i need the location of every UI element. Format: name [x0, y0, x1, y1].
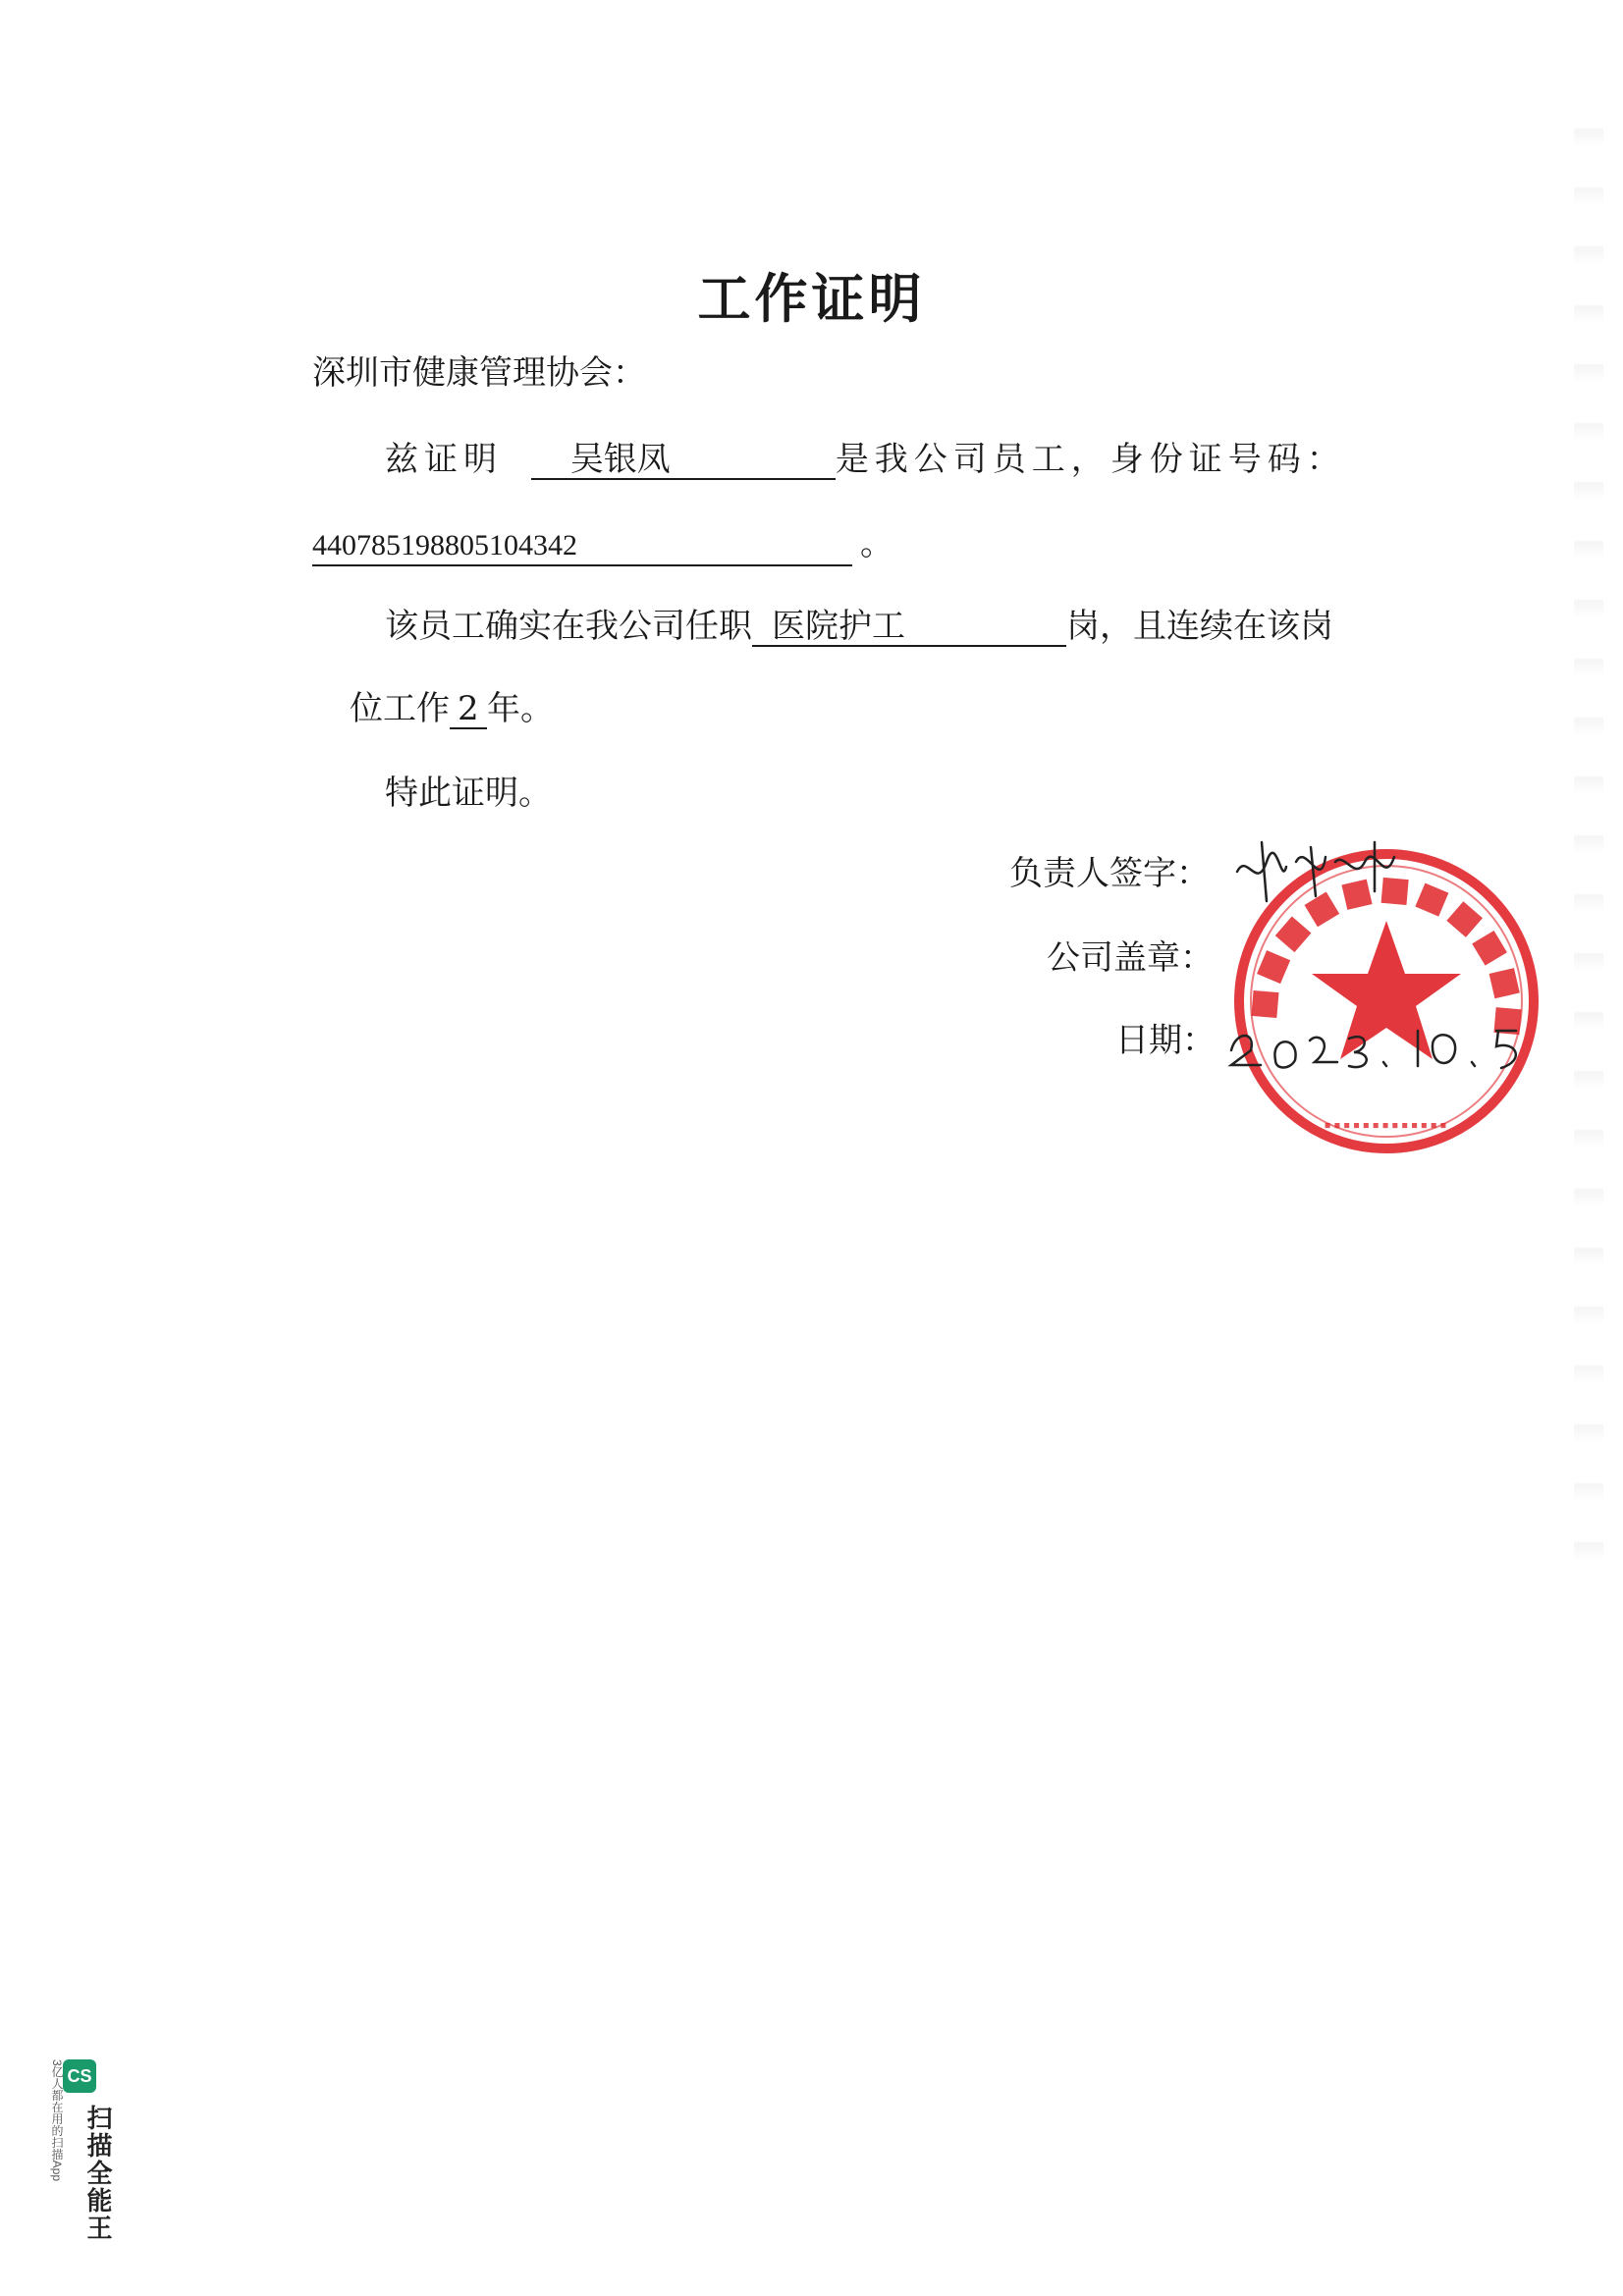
seal-serial: ▪▪▪▪▪▪▪▪▪▪▪▪▪: [1324, 1118, 1449, 1133]
date-strokes: [1221, 1001, 1536, 1080]
para3-suffix: 年。: [487, 689, 554, 728]
signature-handwriting: [1227, 832, 1424, 911]
signer-label: 负责人签字：: [1009, 854, 1210, 893]
addressee: 深圳市健康管理协会：: [312, 353, 646, 393]
cs-logo: CS: [63, 2059, 96, 2093]
id-line: [312, 524, 893, 566]
para1-prefix: 兹证明: [385, 440, 503, 479]
para2-prefix: 该员工确实在我公司任职: [385, 607, 752, 646]
para3-prefix: 位工作: [350, 689, 450, 728]
camscanner-badge: [49, 2059, 113, 2275]
date-label: 日期：: [1115, 1021, 1216, 1060]
date-handwriting: [1221, 1001, 1536, 1080]
employee-name: 吴银凤: [569, 440, 671, 479]
seal-label: 公司盖章：: [1047, 938, 1214, 978]
id-number: 440785198805104342: [312, 529, 577, 561]
para2-suffix: 岗，且连续在该岗: [1066, 607, 1333, 646]
paragraph-2: [385, 607, 1333, 647]
position: 医院护工: [772, 607, 905, 646]
para1-suffix: 是我公司员工，身份证号码：: [835, 440, 1346, 479]
document-title: 工作证明: [697, 267, 926, 330]
cs-app-name: 扫描全能王: [83, 2105, 113, 2242]
id-end: 。: [860, 524, 893, 563]
id-number-field: [312, 527, 852, 566]
paragraph-3: [350, 689, 554, 729]
signature-strokes: [1227, 832, 1424, 911]
paragraph-1: [385, 440, 1346, 480]
closing: 特此证明。: [385, 774, 552, 813]
years-field: [450, 690, 487, 729]
position-field: [752, 608, 1066, 647]
cs-tagline: 3亿人都在用的扫描App: [50, 2059, 64, 2182]
employee-name-field: [531, 441, 836, 480]
seal-text: ■■■■■■■■■■■: [1241, 868, 1532, 1043]
years: 2: [458, 689, 479, 728]
